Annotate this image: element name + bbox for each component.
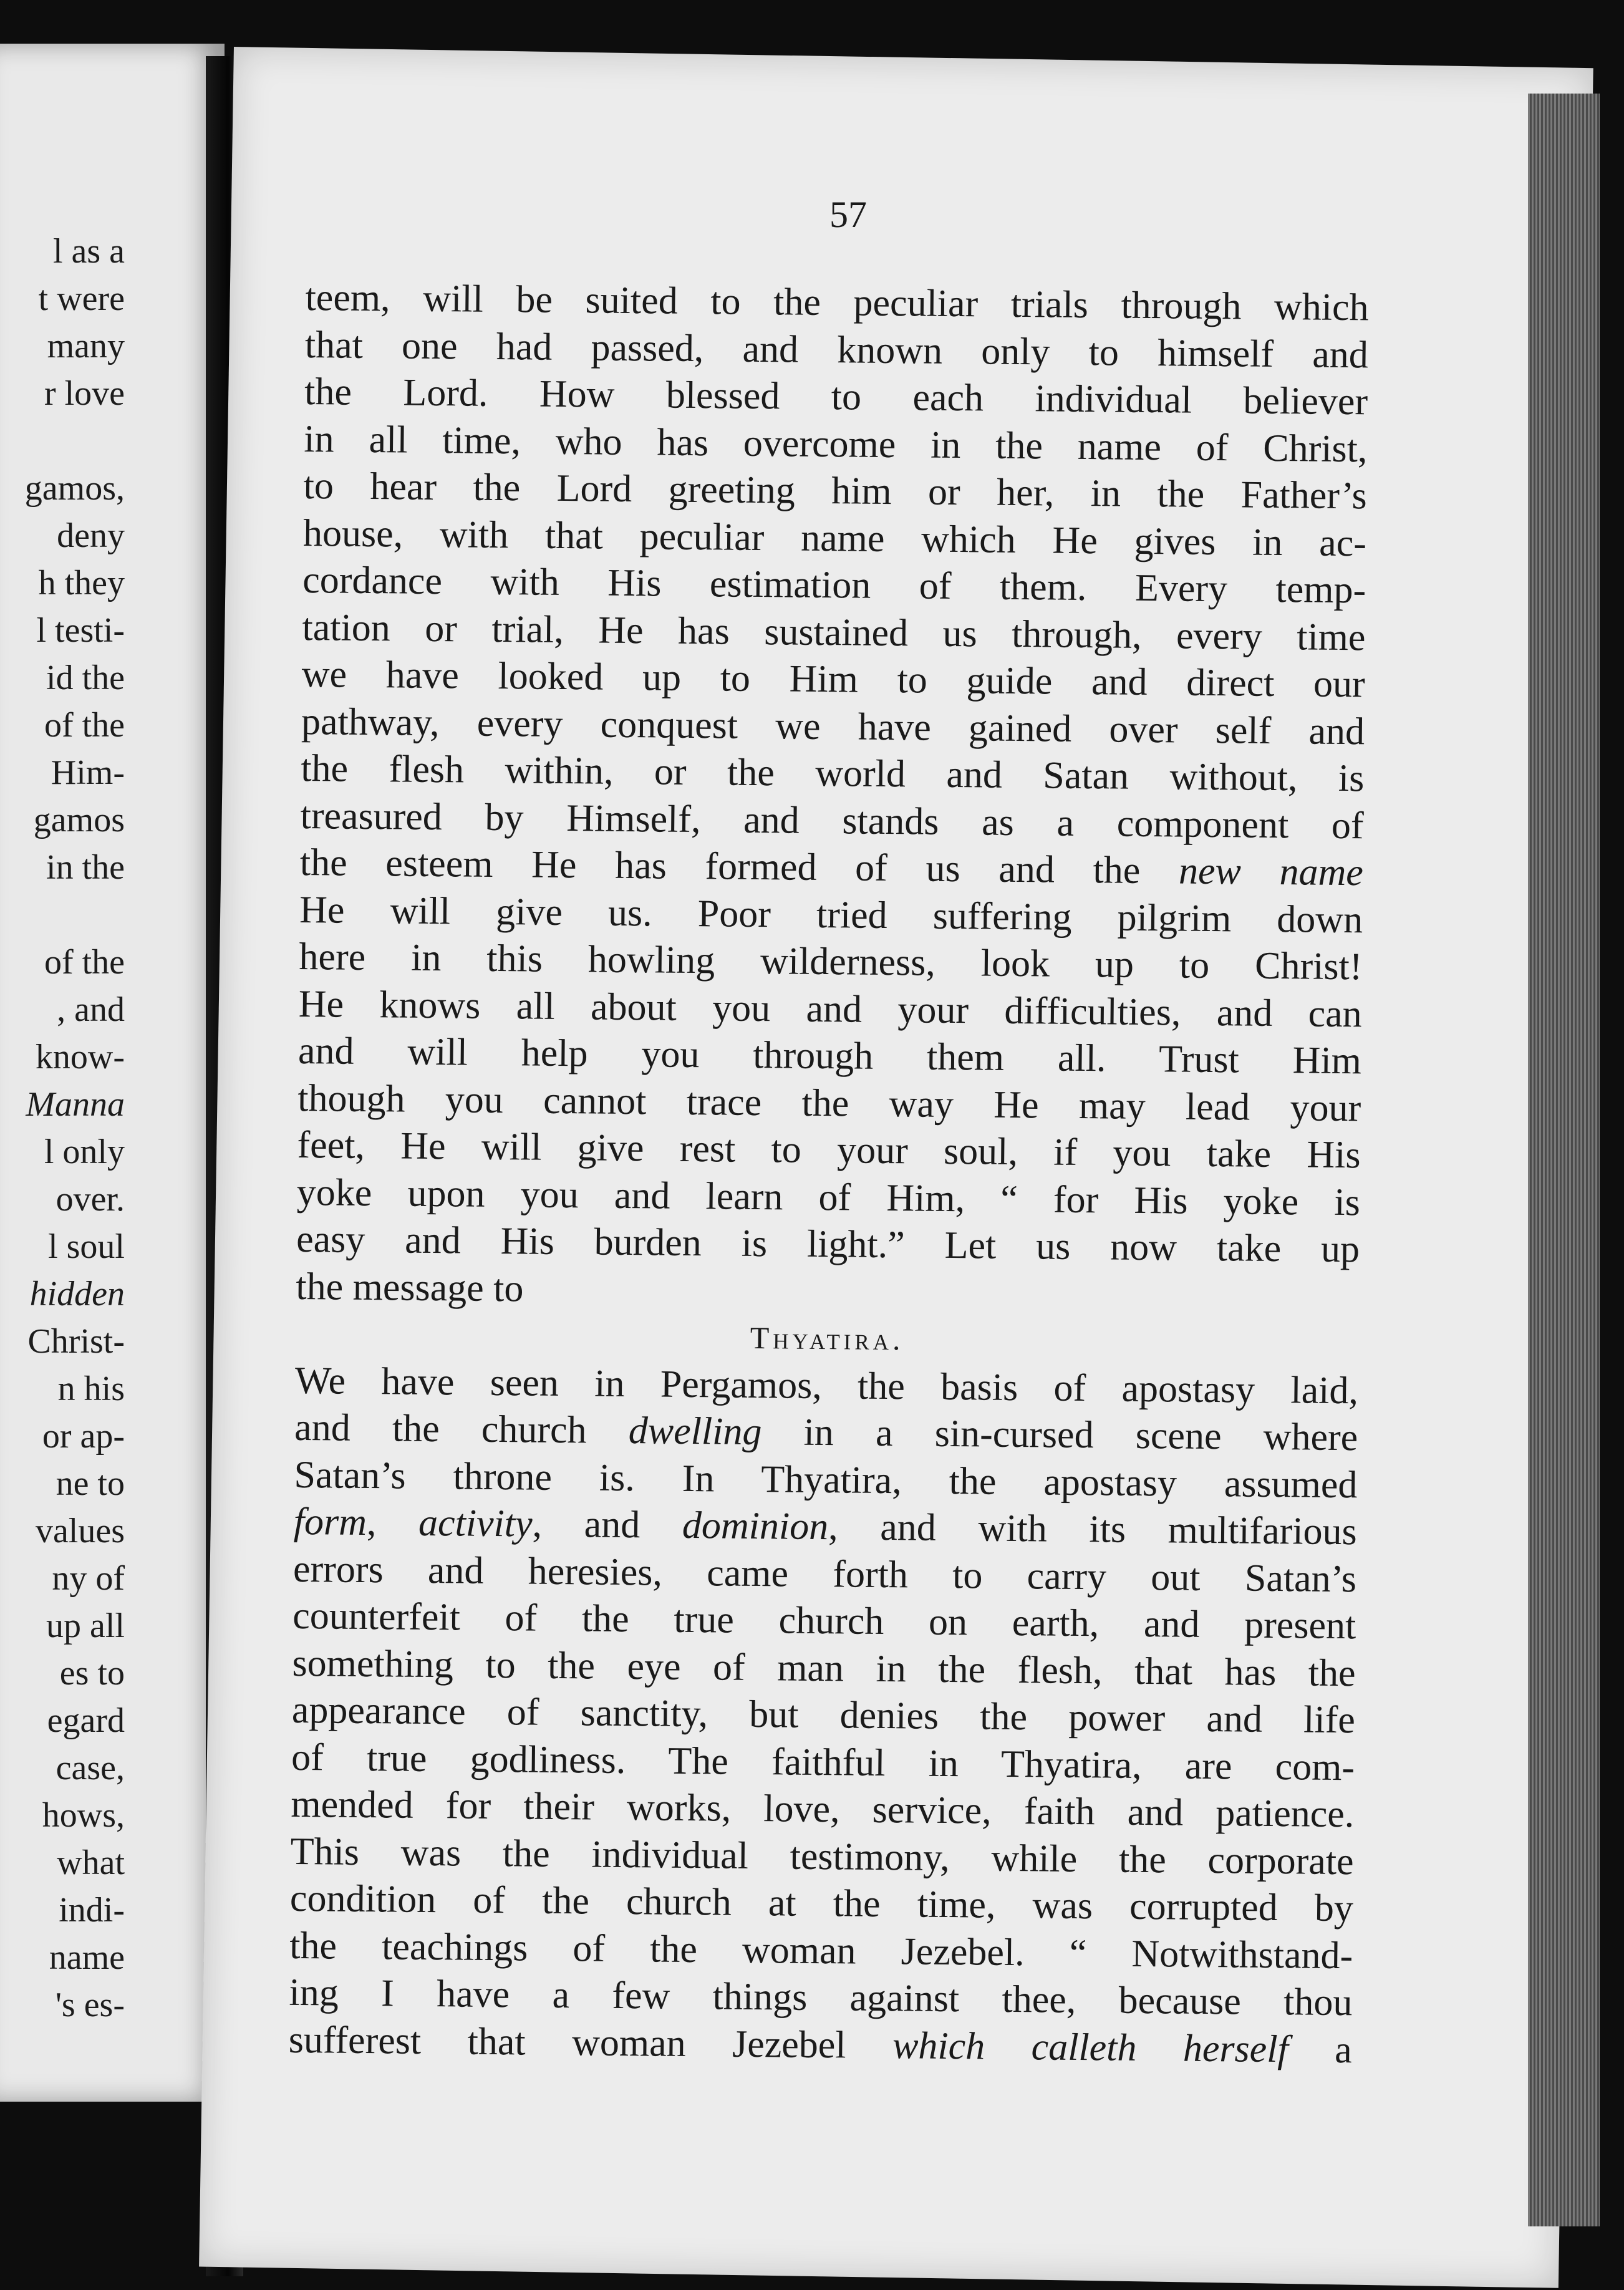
italic-phrase: new name [1178,849,1364,894]
left-line: gamos [33,801,125,839]
text-line: here in this howling wilderness, look up to Christ! [299,935,1363,988]
text-line: He knows all about you and your difficulties, and can [298,982,1363,1035]
left-line: es to [59,1654,125,1693]
left-line: case, [56,1749,125,1787]
italic-phrase: activity [418,1501,533,1545]
text-line: the message to [296,1265,524,1310]
text-line: something to the eye of man in the flesh, that has the [292,1641,1356,1694]
left-line: hidden [29,1275,125,1313]
left-line: t were [38,279,125,318]
text-line: that one had passed, and known only to himself and [304,323,1369,376]
left-line: l only [44,1133,125,1171]
text-line: to hear the Lord greeting him or her, in the Father’s [303,464,1367,518]
text-line: tation or trial, He has sustained us through, every time [302,606,1366,659]
text-line: counterfeit of the true church on earth, and present [292,1594,1356,1648]
left-line: gamos, [24,469,125,508]
left-line: Manna [26,1085,125,1124]
left-line: egard [47,1701,125,1740]
left-line: ne to [56,1464,125,1503]
text-segment: sufferest that woman Jezebel [288,2018,846,2066]
text-line: teem, will be suited to the peculiar trials through which [305,276,1369,329]
text-line: the flesh within, or the world and Satan without, is [301,746,1365,800]
left-line: l soul [48,1227,125,1266]
italic-phrase: which calleth herself [892,2024,1289,2070]
left-line: r love [44,374,125,413]
text-line: This was the individual testimony, while the corporate [290,1830,1354,1883]
left-line: values [35,1512,125,1550]
left-line: hows, [42,1796,125,1835]
text-line: house, with that peculiar name which He gives in ac- [302,511,1367,564]
left-line: up all [46,1606,125,1645]
left-line: 's es- [55,1986,125,2024]
left-line: ny of [52,1559,125,1598]
text-line: we have looked up to Him to guide and direct our [301,652,1366,706]
left-line: of the [44,943,125,982]
text-line: the teachings of the woman Jezebel. “ Notwithstand- [289,1924,1353,1977]
text-line: condition of the church at the time, was corrupted by [289,1877,1354,1930]
left-page-text [0,228,125,2029]
italic-phrase: dominion [682,1504,829,1548]
left-line: in the [46,848,125,887]
left-line: Christ- [27,1322,125,1361]
italic-phrase: form [293,1500,367,1544]
text-segment: a [1334,2028,1353,2071]
left-line: many [47,327,125,365]
text-line: ing I have a few things against thee, because thou [289,1971,1353,2024]
text-line: of true godliness. The faithful in Thyatira, are com- [291,1736,1355,1789]
text-line: appearance of sanctity, but denies the power and life [291,1688,1356,1742]
text-line: yoke upon you and learn of Him, “ for His yoke is [296,1171,1361,1224]
text-segment: in a sin-cursed scene where [803,1411,1358,1459]
text-line: feet, He will give rest to your soul, if you take His [297,1123,1361,1177]
left-line: , and [57,990,125,1029]
left-line: indi- [59,1891,125,1930]
text-segment: , and [532,1502,640,1547]
left-line: n his [57,1370,125,1408]
page-number: 57 [829,194,867,235]
text-line: errors and heresies, came forth to carry out Satan’s [292,1547,1357,1600]
left-page [0,44,225,2102]
left-line: h they [38,564,125,602]
text-line: and will help you through them all. Trust Him [297,1029,1362,1083]
text-line: in all time, who has overcome in the name of Christ, [304,417,1368,470]
left-line: Him- [51,753,125,792]
page-fore-edge [1528,94,1600,2226]
left-line: deny [57,516,125,555]
body-text [288,274,1368,2074]
text-line: We have seen in Pergamos, the basis of apostasy laid, [294,1359,1359,1412]
left-line: of the [44,706,125,745]
text-line: easy and His burden is light.” Let us now take up [296,1217,1360,1271]
left-line: over. [56,1180,125,1219]
text-line: mended for their works, love, service, faith and patience. [291,1782,1355,1836]
text-segment: and the church [294,1406,587,1452]
left-line: or ap- [42,1417,125,1456]
left-line: know- [35,1038,125,1076]
text-line: treasured by Himself, and stands as a component of [300,794,1364,847]
text-segment: the esteem He has formed of us and the [299,841,1141,892]
italic-phrase: dwelling [628,1409,762,1454]
text-segment: , and with its multifarious [828,1505,1358,1553]
text-line: cordance with His estimation of them. Every temp- [302,558,1366,612]
section-heading: Thyatira. [750,1320,904,1357]
text-line: Satan’s throne is. In Thyatira, the apostasy assumed [294,1453,1358,1506]
left-line: l testi- [36,611,125,650]
left-line: name [49,1938,125,1977]
left-line: id the [46,659,125,697]
text-segment: , [366,1501,377,1544]
text-line: the Lord. How blessed to each individual believer [304,370,1368,423]
left-line: l as a [52,232,125,271]
text-line: He will give us. Poor tried suffering pilgrim down [299,888,1363,941]
text-line: pathway, every conquest we have gained over self and [301,700,1365,753]
text-line: though you cannot trace the way He may lead your [297,1076,1361,1129]
left-line: what [57,1843,125,1882]
